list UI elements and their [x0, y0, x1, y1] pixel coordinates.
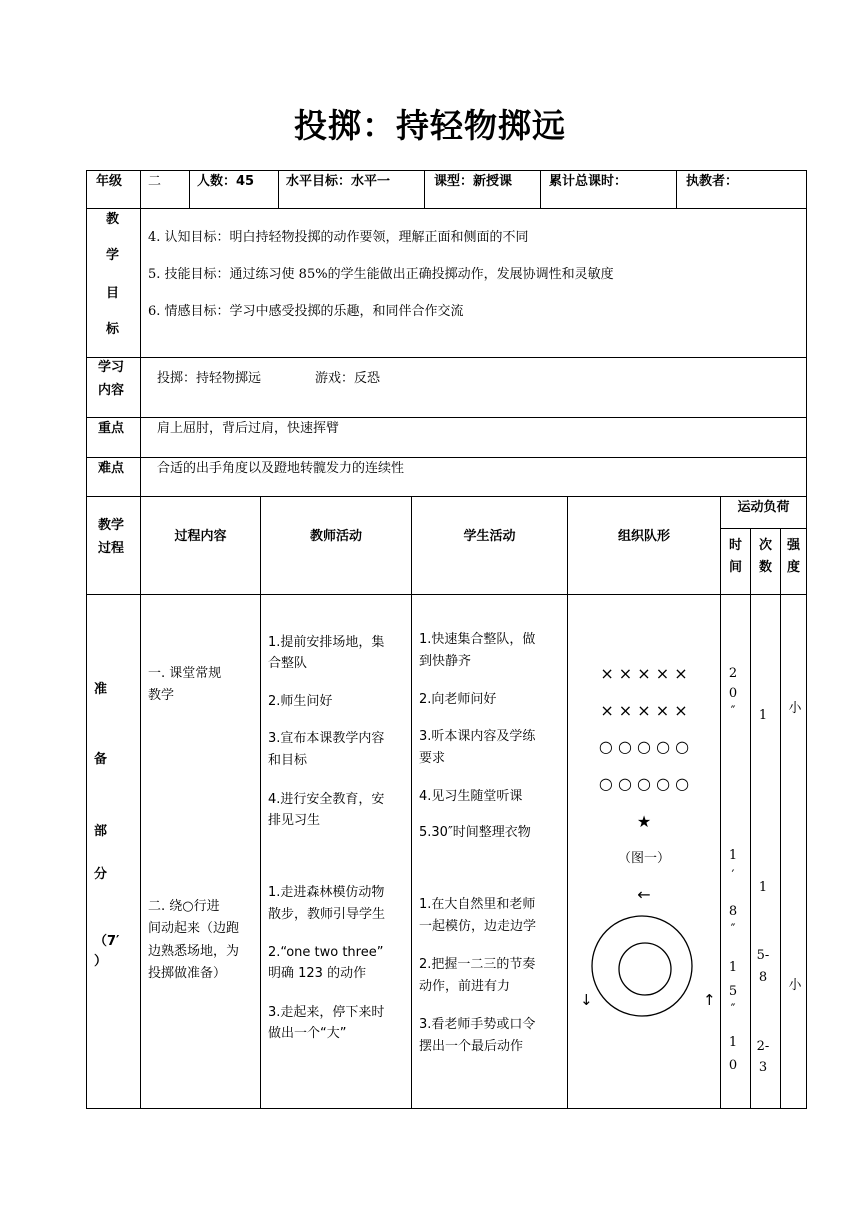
time-value: 1	[728, 848, 738, 863]
formation-row: ○ ○ ○ ○ ○	[598, 737, 690, 756]
teacher-activity: 3.宣布本课教学内容	[268, 731, 385, 746]
arrow-up-icon: ↑	[703, 991, 716, 1009]
formation-row: ○ ○ ○ ○ ○	[598, 774, 690, 793]
student-activity: 一起模仿，边走边学	[419, 919, 537, 934]
time-value: 5	[728, 984, 738, 999]
table-rule	[189, 170, 190, 208]
table-rule	[260, 496, 261, 1109]
table-rule	[411, 496, 412, 1109]
time-value: ″	[730, 922, 736, 937]
time-value: 1	[728, 960, 738, 975]
arrow-down-icon: ↓	[580, 991, 593, 1009]
formation-header: 组织队形	[617, 529, 670, 544]
objective-item: 4. 认知目标：明白持轻物投掷的动作要领，理解正面和侧面的不同	[148, 230, 529, 245]
teacher-activity: 1.走进森林模仿动物	[268, 885, 385, 900]
teacher-activity: 明确 123 的动作	[268, 966, 367, 981]
objective-item: 5. 技能目标：通过练习使 85%的学生能做出正确投掷动作，发展协调性和灵敏度	[148, 267, 614, 282]
time-value: 0	[728, 1058, 738, 1073]
section-title: 二. 绕○行进	[148, 899, 220, 914]
difficulty-label: 难点	[98, 461, 125, 476]
count-value: 8	[758, 970, 768, 985]
process-header: 教学	[98, 518, 125, 533]
teacher-activity: 2.“one two three”	[268, 945, 384, 960]
grade-label: 年级	[96, 174, 123, 189]
table-rule	[278, 170, 279, 208]
time-value: 0	[728, 686, 738, 701]
table-rule	[676, 170, 677, 208]
table-rule	[86, 594, 807, 595]
student-count: 人数：45	[197, 174, 255, 189]
intensity-value: 小	[788, 978, 802, 993]
figure-caption: （图一）	[617, 851, 670, 866]
table-rule	[720, 528, 807, 529]
teacher-activity: 排见习生	[268, 813, 321, 828]
count-value: 2-	[756, 1039, 770, 1054]
teacher-star-icon: ★	[636, 812, 652, 831]
outer-track	[592, 916, 692, 1016]
table-rule	[86, 496, 807, 497]
teacher-activity: 1.提前安排场地，集	[268, 635, 385, 650]
time-value: ′	[731, 868, 735, 883]
time-value: 1	[728, 1035, 738, 1050]
teacher-activity: 3.走起来，停下来时	[268, 1005, 385, 1020]
objectives-label-char: 学	[106, 248, 120, 263]
table-rule	[86, 417, 807, 418]
content-header: 过程内容	[174, 529, 227, 544]
formation-row: × × × × ×	[600, 701, 688, 720]
teacher-activity: 4.进行安全教育，安	[268, 792, 385, 807]
table-rule	[86, 170, 87, 1109]
section-title: 投掷做准备）	[148, 966, 227, 981]
section-title: 教学	[148, 688, 175, 703]
table-rule	[86, 457, 807, 458]
time-value: ″	[730, 1002, 736, 1017]
content-label: 内容	[98, 383, 125, 398]
load-header: 运动负荷	[737, 500, 790, 515]
time-value: ″	[730, 704, 736, 719]
time-value: 8	[728, 904, 738, 919]
teacher-header: 教师活动	[309, 529, 362, 544]
student-activity: 3.听本课内容及学练	[419, 729, 536, 744]
difficulty-text: 合适的出手角度以及蹬地转髋发力的连续性	[157, 461, 405, 476]
table-rule	[540, 170, 541, 208]
student-activity: 2.把握一二三的节奏	[419, 957, 536, 972]
prep-label-char: 部	[94, 824, 108, 839]
student-activity: 2.向老师问好	[419, 692, 497, 707]
section-title: 一. 课堂常规	[148, 666, 222, 681]
student-header: 学生活动	[463, 529, 516, 544]
table-rule	[424, 170, 425, 208]
teacher-activity: 散步，教师引导学生	[268, 907, 386, 922]
arrow-left-icon: ←	[637, 885, 651, 904]
objectives-label-char: 标	[106, 322, 120, 337]
objectives-label-char: 教	[106, 212, 120, 227]
objective-item: 6. 情感目标：学习中感受投掷的乐趣，和同伴合作交流	[148, 304, 464, 319]
student-activity: 1.快速集合整队，做	[419, 632, 536, 647]
student-activity: 到快静齐	[419, 654, 472, 669]
intensity-header: 强	[786, 538, 800, 553]
teacher-activity: 做出一个“大”	[268, 1026, 347, 1041]
table-rule	[86, 357, 807, 358]
section-title: 间动起来（边跑	[148, 921, 240, 936]
objectives-label-char: 目	[106, 286, 120, 301]
prep-duration-end: ）	[94, 954, 108, 969]
process-header: 过程	[98, 541, 125, 556]
time-header: 时	[728, 538, 742, 553]
table-rule	[86, 208, 807, 209]
table-rule	[140, 170, 141, 1109]
teacher-activity: 合整队	[268, 656, 308, 671]
inner-track	[619, 943, 671, 995]
table-rule	[86, 1108, 807, 1109]
count-value: 3	[758, 1060, 768, 1075]
count-value: 1	[758, 708, 768, 723]
key-point-label: 重点	[98, 421, 125, 436]
table-rule	[567, 496, 568, 1109]
teacher-name: 执教者：	[686, 174, 739, 189]
formation-row: × × × × ×	[600, 664, 688, 683]
teacher-activity: 和目标	[268, 753, 308, 768]
level-target: 水平目标：水平一	[286, 174, 391, 189]
student-activity: 1.在大自然里和老师	[419, 897, 536, 912]
student-activity: 动作，前进有力	[419, 979, 511, 994]
content-text: 游戏：反恐	[315, 371, 381, 386]
intensity-value: 小	[788, 701, 802, 716]
count-value: 5-	[756, 948, 770, 963]
total-hours: 累计总课时：	[549, 174, 628, 189]
time-header: 间	[728, 560, 742, 575]
table-rule	[806, 170, 807, 1109]
intensity-header: 度	[786, 560, 800, 575]
key-point-text: 肩上屈肘，背后过肩，快速挥臂	[157, 421, 340, 436]
prep-label-char: 备	[94, 752, 108, 767]
prep-duration: （7′	[94, 934, 120, 949]
student-activity: 摆出一个最后动作	[419, 1039, 524, 1054]
count-value: 1	[758, 880, 768, 895]
count-header: 数	[758, 560, 772, 575]
lesson-type: 课型：新授课	[434, 174, 513, 189]
time-value: 2	[728, 666, 738, 681]
section-title: 边熟悉场地，为	[148, 944, 240, 959]
student-activity: 3.看老师手势或口令	[419, 1017, 536, 1032]
student-activity: 4.见习生随堂听课	[419, 789, 523, 804]
content-text: 投掷：持轻物掷远	[157, 371, 262, 386]
page-title: 投掷：持轻物掷远	[294, 106, 566, 145]
student-activity: 5.30″时间整理衣物	[419, 825, 531, 840]
table-rule	[780, 528, 781, 1109]
table-rule	[86, 170, 807, 171]
prep-label-char: 分	[94, 867, 108, 882]
table-rule	[750, 528, 751, 1109]
grade-value: 二	[148, 174, 162, 189]
prep-label-char: 准	[94, 682, 108, 697]
content-label: 学习	[98, 360, 125, 375]
student-activity: 要求	[419, 751, 446, 766]
count-header: 次	[758, 538, 772, 553]
teacher-activity: 2.师生问好	[268, 694, 333, 709]
circle-track-diagram	[588, 912, 698, 1022]
